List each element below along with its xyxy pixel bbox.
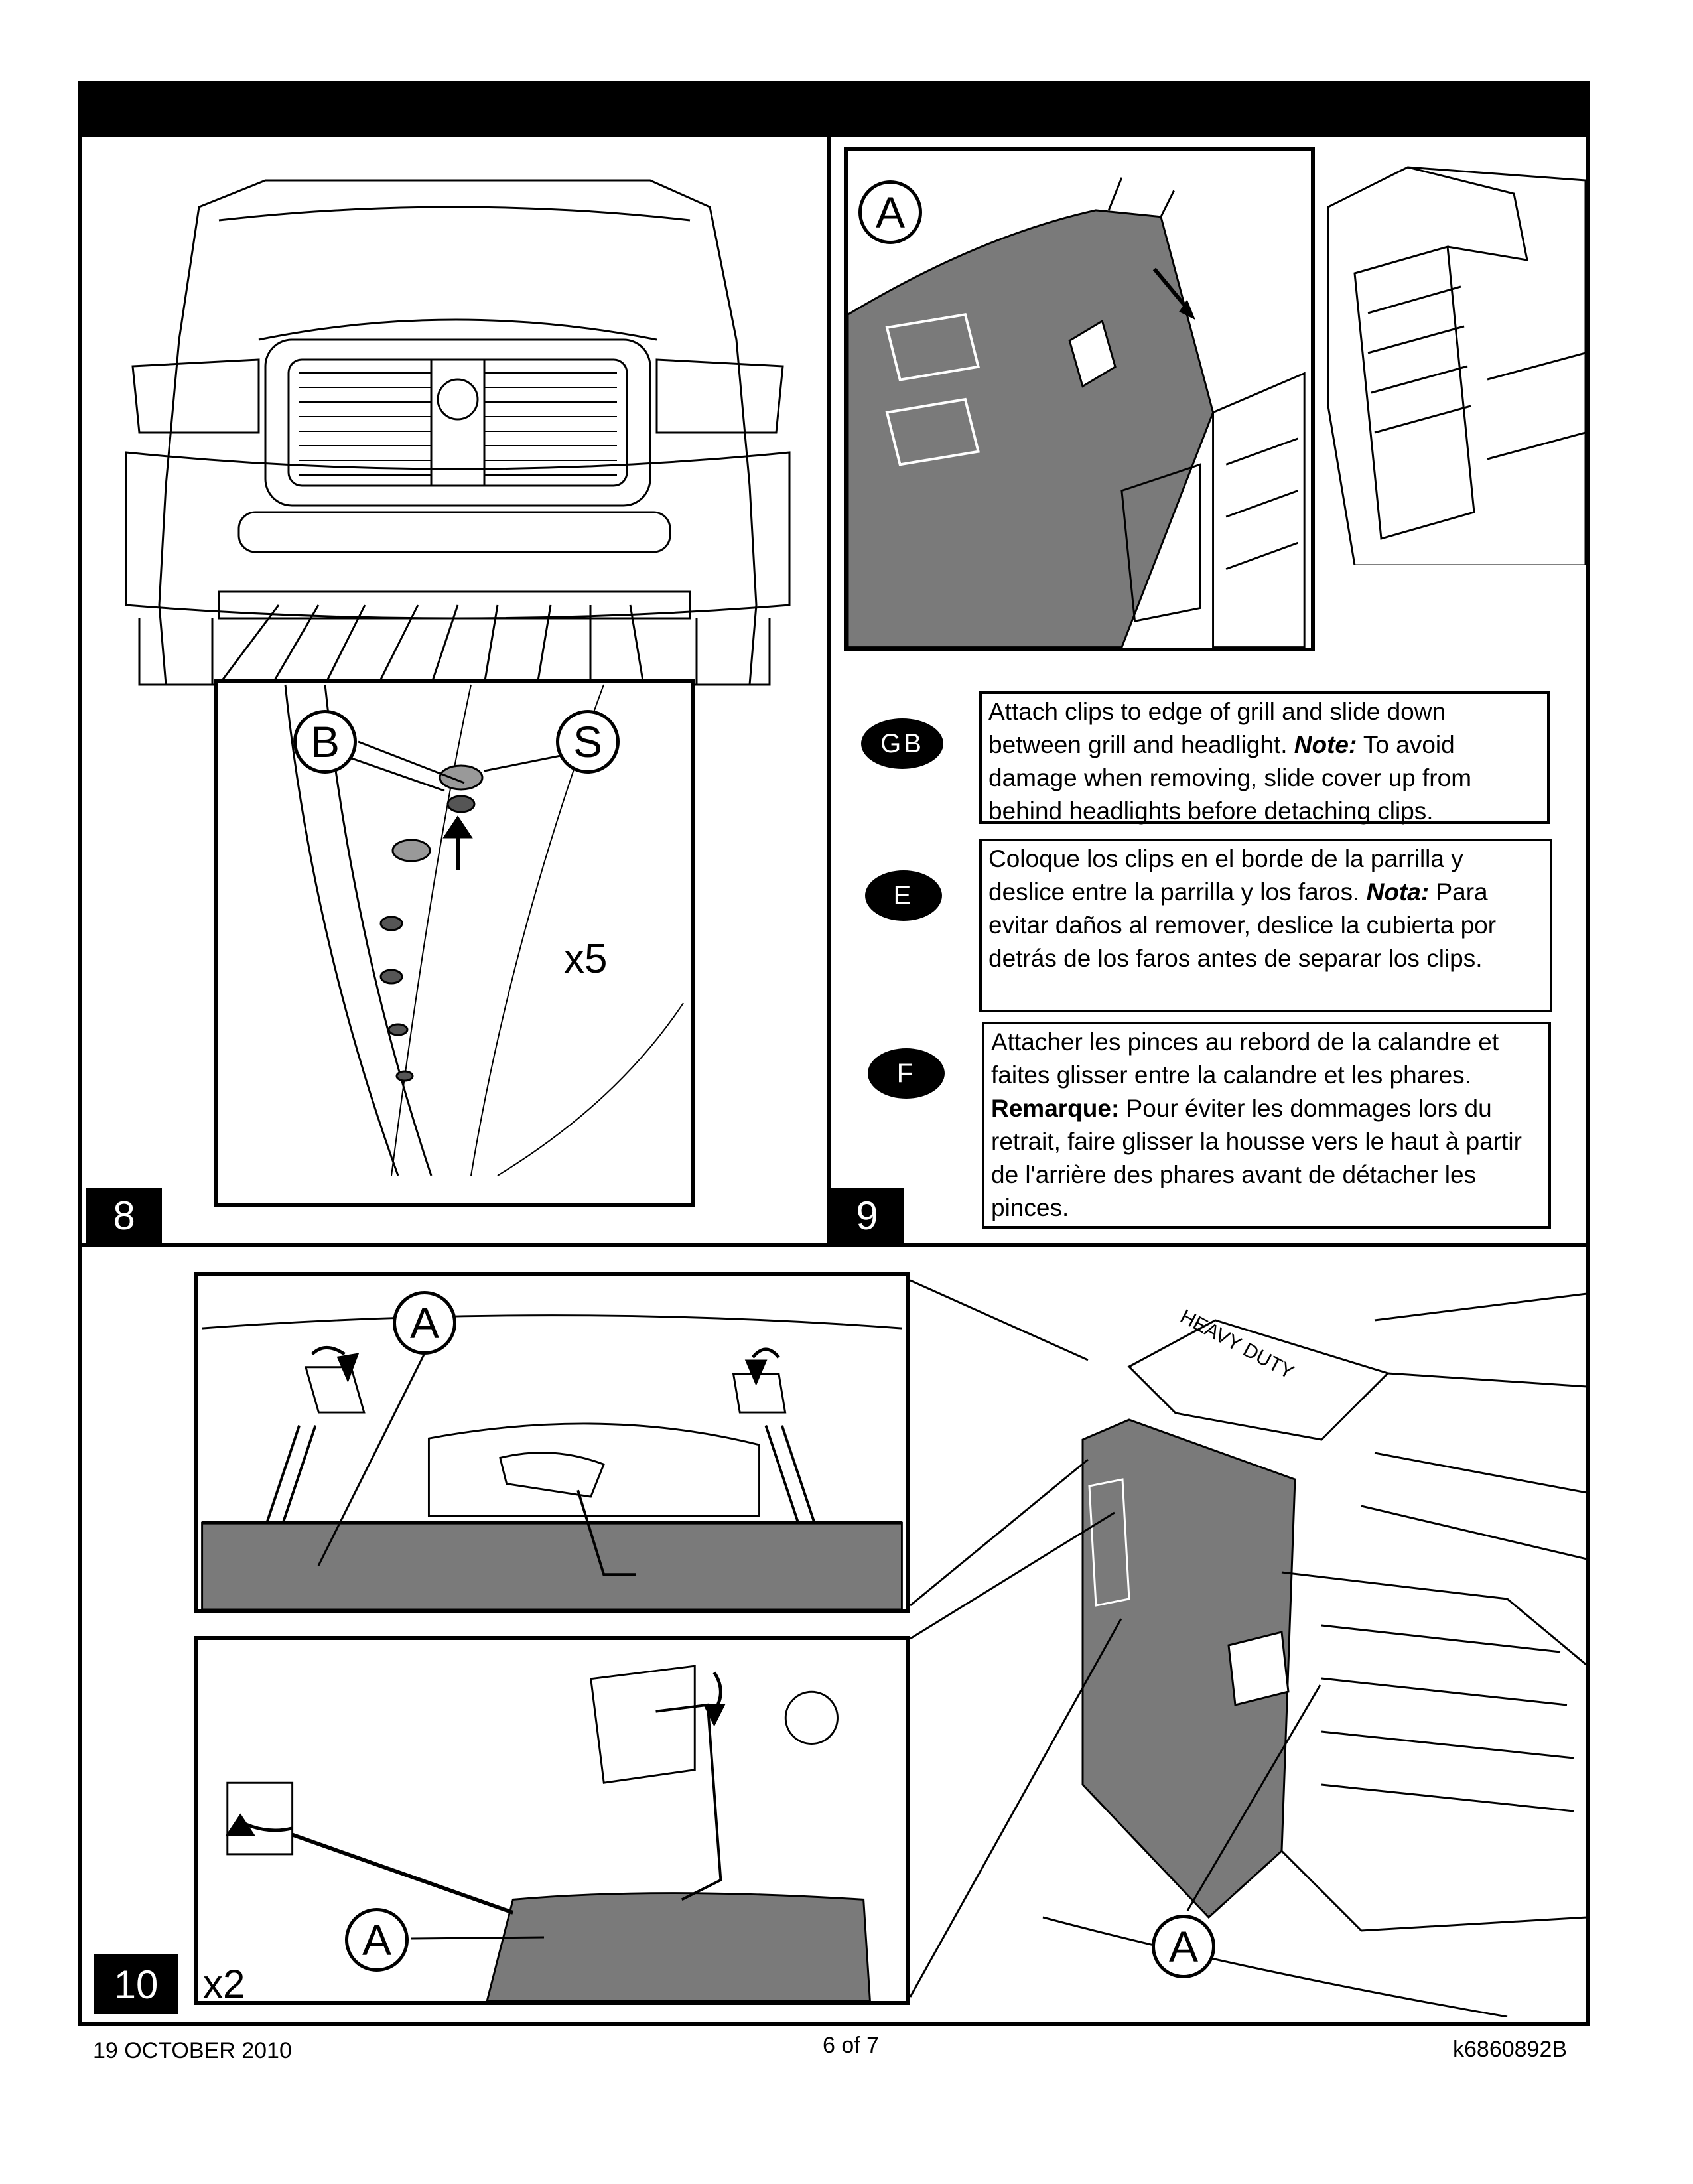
heavy-duty-label-step10: HEAVY DUTY	[1176, 1305, 1298, 1384]
step-number-10: 10	[94, 1954, 178, 2014]
step-number-9: 9	[831, 1188, 904, 1243]
step10-top-panel	[194, 1272, 910, 1613]
step10-bottom-panel	[194, 1636, 910, 2005]
instruction-e	[979, 839, 1552, 1012]
callout-b: B	[293, 710, 357, 774]
footer-part-number: k6860892B	[1453, 2037, 1568, 2062]
instruction-gb-text-1: Attach clips to edge of grill and slide down between grill and headlight.	[988, 698, 1446, 758]
step9-truck-view	[1315, 141, 1586, 565]
divider-horizontal	[78, 1243, 1590, 1247]
instruction-f-text-2: Pour éviter les dommages lors du retrait, faire glisser la housse vers le haut à partir de l'arrière des phares avant de détacher les pinces.	[991, 1095, 1522, 1221]
callout-s: S	[556, 710, 620, 774]
instruction-e-note: Nota:	[1366, 878, 1430, 906]
callout-a-bottom: A	[345, 1908, 409, 1972]
instruction-e-text-1: Coloque los clips en el borde de la parrilla y deslice entre la parrilla y los faros.	[988, 845, 1463, 906]
footer-date: 19 OCTOBER 2010	[93, 2038, 292, 2063]
callout-a-right: A	[1152, 1915, 1215, 1978]
instruction-f	[982, 1022, 1551, 1229]
step8-illustration	[86, 141, 823, 1242]
instruction-e-text-2: Para evitar daños al remover, deslice la cubierta por detrás de los faros antes de separar los clips.	[988, 878, 1497, 972]
footer-page: 6 of 7	[823, 2033, 880, 2058]
step10-truck-view	[910, 1254, 1587, 2017]
instruction-gb-note: Note:	[1294, 731, 1357, 758]
callout-a-step9: A	[858, 180, 922, 244]
instruction-f-note: Remarque:	[991, 1095, 1120, 1122]
lang-badge-gb: GB	[861, 718, 943, 769]
quantity-label: x5	[564, 936, 608, 982]
instruction-gb	[979, 691, 1550, 824]
step-number-8: 8	[86, 1188, 162, 1243]
lang-badge-f: F	[868, 1048, 945, 1099]
divider-vertical	[827, 137, 831, 1246]
instruction-gb-text-2: To avoid damage when removing, slide cover up from behind headlights before detaching clips.	[988, 731, 1472, 825]
quantity-label-10: x2	[203, 1962, 245, 2006]
heavy-duty-label-step9: HEAVY DUTY	[1314, 78, 1405, 133]
instruction-f-text-1: Attacher les pinces au rebord de la calandre et faites glisser entre la calandre et les phares.	[991, 1028, 1499, 1089]
callout-a-top: A	[393, 1291, 456, 1355]
lang-badge-e: E	[865, 870, 942, 921]
